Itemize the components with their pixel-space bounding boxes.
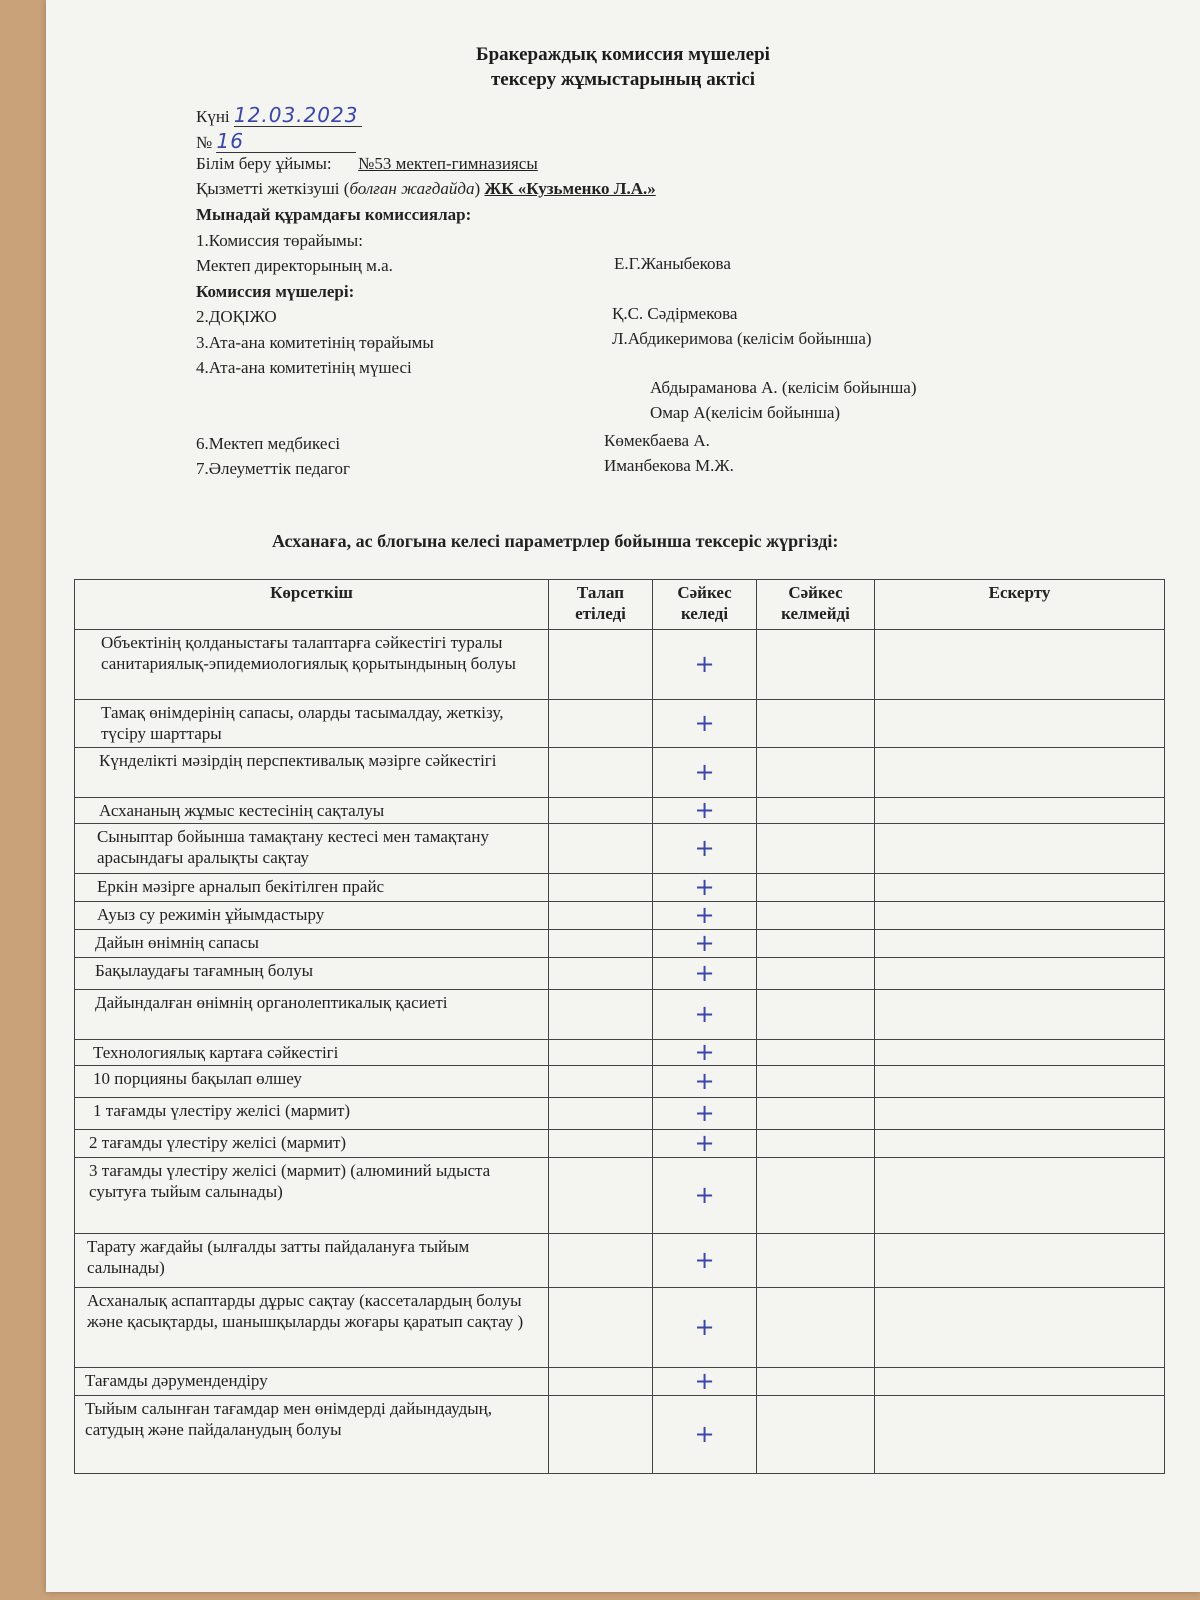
cell-required [549,1098,653,1130]
cell-required [549,874,653,902]
cell-not-matches [757,874,875,902]
supplier-row [196,178,656,200]
check-mark: + [653,874,757,902]
check-mark: + [653,1040,757,1066]
row-indicator: Сыныптар бойынша тамақтану кестесі мен тамақтану арасындағы аралықты сақтау [75,824,549,874]
member-role: 7.Әлеуметтік педагог [196,459,350,478]
row-indicator: Асханалық аспаптарды дұрыс сақтау (кассеталардың болуы және қасықтарды, шанышқыларды жоғары қаратып сақтау ) [75,1288,549,1368]
row-indicator: Ауыз су режимін ұйымдастыру [75,902,549,930]
cell-not-matches [757,1066,875,1098]
row-indicator: Бақылаудағы тағамның болуы [75,958,549,990]
cell-note [875,1098,1165,1130]
row-indicator: 1 тағамды үлестіру желісі (мармит) [75,1098,549,1130]
date-value: 12.03.2023 [234,104,362,127]
table-row [75,630,1165,700]
table-row [75,874,1165,902]
supplier-note: болған жағдайда [349,179,475,198]
cell-required [549,902,653,930]
cell-required [549,930,653,958]
col-header-matches: Сәйкес келеді [653,580,757,630]
table-header-row [75,580,1165,630]
check-mark: + [653,1066,757,1098]
cell-not-matches [757,958,875,990]
row-indicator: Тарату жағдайы (ылғалды затты пайдалануға тыйым салынады) [75,1234,549,1288]
date-row [196,104,362,128]
cell-note [875,1288,1165,1368]
cell-required [549,1234,653,1288]
row-indicator: 10 порцияны бақылап өлшеу [75,1066,549,1098]
table-row [75,1130,1165,1158]
cell-not-matches [757,824,875,874]
supplier-label: Қызметті жеткізуші ( [196,179,350,198]
cell-note [875,1066,1165,1098]
member-name: Қ.С. Сәдірмекова [612,304,738,323]
check-mark: + [653,1368,757,1396]
number-label: № [196,133,213,152]
row-indicator: Дайындалған өнімнің органолептикалық қасиеті [75,990,549,1040]
col-header-not-matches: Сәйкес келмейді [757,580,875,630]
cell-required [549,1368,653,1396]
cell-required [549,1288,653,1368]
col-header-indicator: Көрсеткіш [75,580,549,630]
row-indicator: Тамақ өнімдерінің сапасы, оларды тасымалдау, жеткізу, түсіру шарттары [75,700,549,748]
cell-not-matches [757,1040,875,1066]
cell-note [875,824,1165,874]
col-header-note: Ескерту [875,580,1165,630]
cell-note [875,700,1165,748]
chair-name: Е.Г.Жаныбекова [614,254,731,273]
commission-heading: Мынадай құрамдағы комиссиялар: [196,205,472,224]
table-row [75,1158,1165,1234]
row-indicator: Күнделікті мәзірдің перспективалық мәзірге сәйкестігі [75,748,549,798]
cell-note [875,1234,1165,1288]
cell-required [549,798,653,824]
document-title-line-1: Бракераждық комиссия мүшелері [476,44,770,65]
cell-required [549,824,653,874]
table-row [75,798,1165,824]
table-row [75,748,1165,798]
member-name: Иманбекова М.Ж. [604,456,734,475]
cell-not-matches [757,1288,875,1368]
table-row [75,824,1165,874]
supplier-close: ) [474,179,481,198]
cell-not-matches [757,990,875,1040]
cell-not-matches [757,1130,875,1158]
org-row [196,153,538,175]
cell-not-matches [757,700,875,748]
row-indicator: Технологиялық картаға сәйкестігі [75,1040,549,1066]
cell-required [549,1066,653,1098]
check-mark: + [653,902,757,930]
cell-note [875,874,1165,902]
table-row [75,1098,1165,1130]
check-mark: + [653,958,757,990]
member-role: 4.Ата-ана комитетінің мүшесі [196,358,412,377]
extra-member-name: Абдыраманова А. (келісім бойынша) [650,378,917,397]
table-heading: Асханаға, ас блогына келесі параметрлер бойынша тексеріс жүргізді: [272,531,839,551]
row-indicator: Объектінің қолданыстағы талаптарға сәйкестігі туралы санитариялық-эпидемиологиялық қорытындының болуы [75,630,549,700]
number-row [196,130,356,154]
cell-note [875,958,1165,990]
extra-member-name: Омар А(келісім бойынша) [650,403,841,422]
table-row [75,902,1165,930]
cell-required [549,1040,653,1066]
cell-required [549,958,653,990]
row-indicator: Тыйым салынған тағамдар мен өнімдерді дайындаудың, сатудың және пайдаланудың болуы [75,1396,549,1474]
cell-note [875,930,1165,958]
table-row [75,930,1165,958]
cell-not-matches [757,1098,875,1130]
row-indicator: 2 тағамды үлестіру желісі (мармит) [75,1130,549,1158]
cell-required [549,630,653,700]
check-mark: + [653,798,757,824]
cell-required [549,1130,653,1158]
row-indicator: Еркін мәзірге арналып бекітілген прайс [75,874,549,902]
row-indicator: Тағамды дәрумендендіру [75,1368,549,1396]
cell-note [875,630,1165,700]
cell-note [875,902,1165,930]
cell-not-matches [757,1396,875,1474]
table-row [75,1288,1165,1368]
cell-note [875,1396,1165,1474]
cell-required [549,1158,653,1234]
table-row [75,1368,1165,1396]
number-value: 16 [216,130,356,153]
check-mark: + [653,630,757,700]
member-role: 6.Мектеп медбикесі [196,434,341,453]
chair-role: Мектеп директорының м.а. [196,256,393,275]
check-mark: + [653,748,757,798]
member-role: 3.Ата-ана комитетінің төрайымы [196,333,434,352]
col-header-required: Талап етіледі [549,580,653,630]
cell-not-matches [757,902,875,930]
check-mark: + [653,1234,757,1288]
check-mark: + [653,1158,757,1234]
row-indicator: Асхананың жұмыс кестесінің сақталуы [75,798,549,824]
check-mark: + [653,824,757,874]
member-name: Көмекбаева А. [604,431,710,450]
cell-note [875,798,1165,824]
cell-note [875,1368,1165,1396]
cell-note [875,1130,1165,1158]
cell-note [875,1158,1165,1234]
cell-not-matches [757,930,875,958]
cell-not-matches [757,1158,875,1234]
table-row [75,990,1165,1040]
row-indicator: Дайын өнімнің сапасы [75,930,549,958]
table-row [75,958,1165,990]
table-row [75,1234,1165,1288]
cell-not-matches [757,1234,875,1288]
cell-required [549,700,653,748]
supplier-value: ЖК «Кузьменко Л.А.» [484,179,656,198]
table-row [75,700,1165,748]
cell-not-matches [757,1368,875,1396]
cell-not-matches [757,630,875,700]
table-row [75,1040,1165,1066]
table-row [75,1066,1165,1098]
cell-not-matches [757,748,875,798]
cell-note [875,1040,1165,1066]
org-label: Білім беру ұйымы: [196,154,332,173]
table-row [75,1396,1165,1474]
check-mark: + [653,1098,757,1130]
check-mark: + [653,700,757,748]
check-mark: + [653,930,757,958]
document-title-line-2: тексеру жұмыстарының актісі [490,69,756,90]
org-value: №53 мектеп-гимназиясы [358,154,538,173]
cell-required [549,990,653,1040]
inspection-table [74,579,1165,1474]
cell-required [549,1396,653,1474]
row-indicator: 3 тағамды үлестіру желісі (мармит) (алюминий ыдыста суытуға тыйым салынады) [75,1158,549,1234]
check-mark: + [653,990,757,1040]
member-role: 2.ДОҚІЖО [196,307,277,326]
check-mark: + [653,1130,757,1158]
date-label: Күні [196,107,230,126]
cell-note [875,748,1165,798]
cell-note [875,990,1165,1040]
members-heading: Комиссия мүшелері: [196,282,355,301]
check-mark: + [653,1288,757,1368]
cell-required [549,748,653,798]
check-mark: + [653,1396,757,1474]
chair-heading: 1.Комиссия төрайымы: [196,231,363,250]
cell-not-matches [757,798,875,824]
member-name: Л.Абдикеримова (келісім бойынша) [612,329,872,348]
